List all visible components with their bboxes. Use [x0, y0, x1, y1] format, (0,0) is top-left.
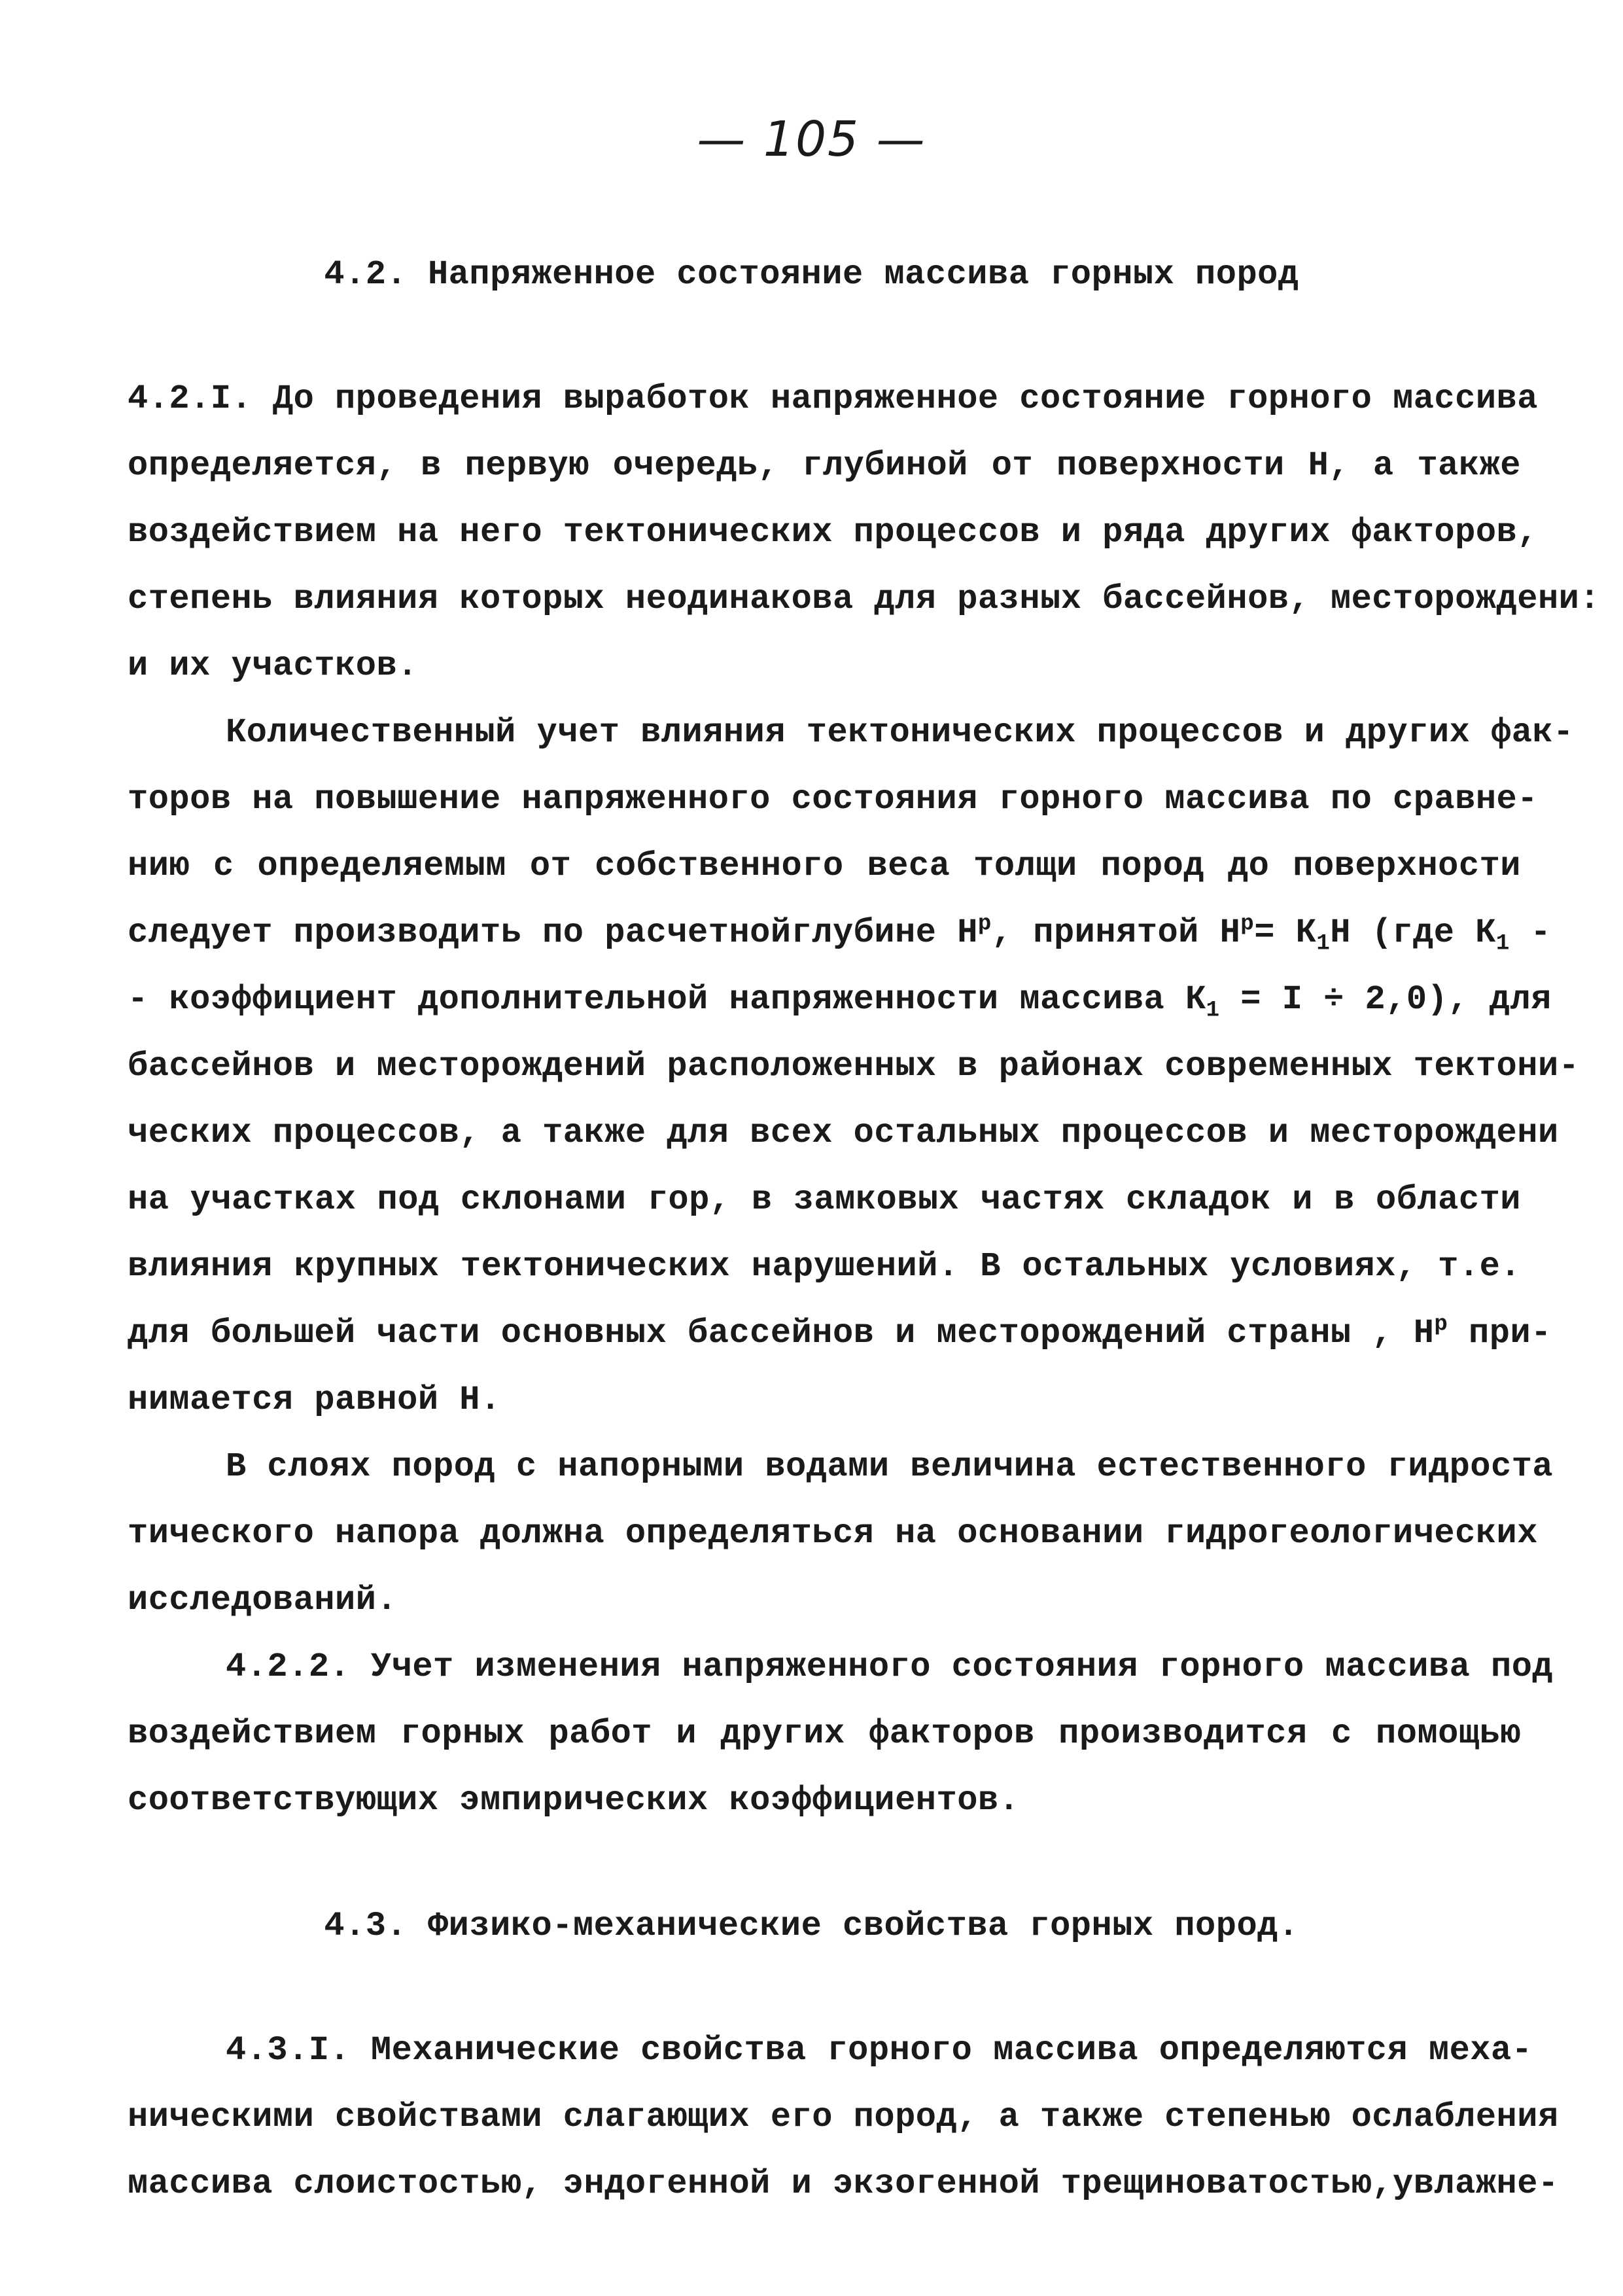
- paragraph-line: 4.2.I. До проведения выработок напряженное состояние горного массива: [128, 380, 1538, 418]
- paragraph-line: Количественный учет влияния тектонических процессов и других фак-: [226, 713, 1574, 752]
- superscript: р: [1240, 911, 1255, 937]
- formula-text: следует производить по расчетнойглубине Н: [128, 913, 978, 952]
- formula-text: -: [1509, 913, 1552, 952]
- paragraph-line: бассейнов и месторождений расположенных в районах современных тектони-: [128, 1047, 1580, 1086]
- paragraph-line: нию с определяемым от собственного веса толщи пород до поверхности: [128, 847, 1521, 885]
- paragraph-line-formula: [128, 979, 1552, 1023]
- page-number: — 105 —: [697, 111, 926, 168]
- paragraph-line: воздействием на него тектонических процессов и ряда других факторов,: [128, 513, 1538, 552]
- paragraph-line: исследований.: [128, 1581, 398, 1619]
- paragraph-line: тического напора должна определяться на основании гидрогеологических: [128, 1514, 1538, 1553]
- formula-text: при-: [1448, 1314, 1552, 1352]
- section-heading-4-2: 4.2. Напряженное состояние массива горных пород: [324, 255, 1299, 294]
- paragraph-line: массива слоистостью, эндогенной и экзогенной трещиноватостью,увлажне-: [128, 2164, 1559, 2203]
- paragraph-line: воздействием горных работ и других факторов производится с помощью: [128, 1714, 1521, 1753]
- paragraph-line: нимается равной Н.: [128, 1381, 501, 1419]
- paragraph-line: торов на повышение напряженного состояния горного массива по сравне-: [128, 780, 1538, 819]
- formula-text: - коэффициент дополнительной напряженности массива К: [128, 980, 1206, 1019]
- paragraph-line: ническими свойствами слагающих его пород, а также степенью ослабления: [128, 2098, 1559, 2136]
- paragraph-line: ческих процессов, а также для всех остальных процессов и месторождени: [128, 1114, 1559, 1152]
- subscript: 1: [1316, 931, 1331, 957]
- section-heading-4-3: 4.3. Физико-механические свойства горных пород.: [324, 1907, 1299, 1945]
- paragraph-line: В слоях пород с напорными водами величина естественного гидроста: [226, 1447, 1554, 1486]
- paragraph-line: на участках под склонами гор, в замковых частях складок и в области: [128, 1180, 1521, 1219]
- formula-text: , принятой Н: [991, 913, 1241, 952]
- paragraph-line: 4.3.I. Механические свойства горного массива определяются меха-: [226, 2031, 1533, 2070]
- paragraph-line: соответствующих эмпирических коэффициентов.: [128, 1781, 1020, 1820]
- formula-text: Н (где К: [1330, 913, 1496, 952]
- paragraph-line: и их участков.: [128, 646, 418, 685]
- paragraph-line-formula: [128, 911, 1552, 957]
- paragraph-line: влияния крупных тектонических нарушений. В остальных условиях, т.е.: [128, 1247, 1521, 1286]
- subscript: 1: [1495, 931, 1510, 957]
- superscript: р: [977, 911, 992, 937]
- subscript: 1: [1206, 998, 1220, 1023]
- formula-text: = К: [1254, 913, 1317, 952]
- superscript: р: [1434, 1312, 1448, 1337]
- paragraph-line: определяется, в первую очередь, глубиной от поверхности Н, а также: [128, 446, 1521, 485]
- formula-text: = I ÷ 2,0), для: [1219, 980, 1552, 1019]
- paragraph-line: 4.2.2. Учет изменения напряженного состояния горного массива под: [226, 1648, 1554, 1686]
- paragraph-line: степень влияния которых неодинакова для разных бассейнов, месторождени:: [128, 580, 1601, 618]
- paragraph-line-formula: [128, 1312, 1552, 1354]
- formula-text: для большей части основных бассейнов и месторождений страны , Н: [128, 1314, 1435, 1352]
